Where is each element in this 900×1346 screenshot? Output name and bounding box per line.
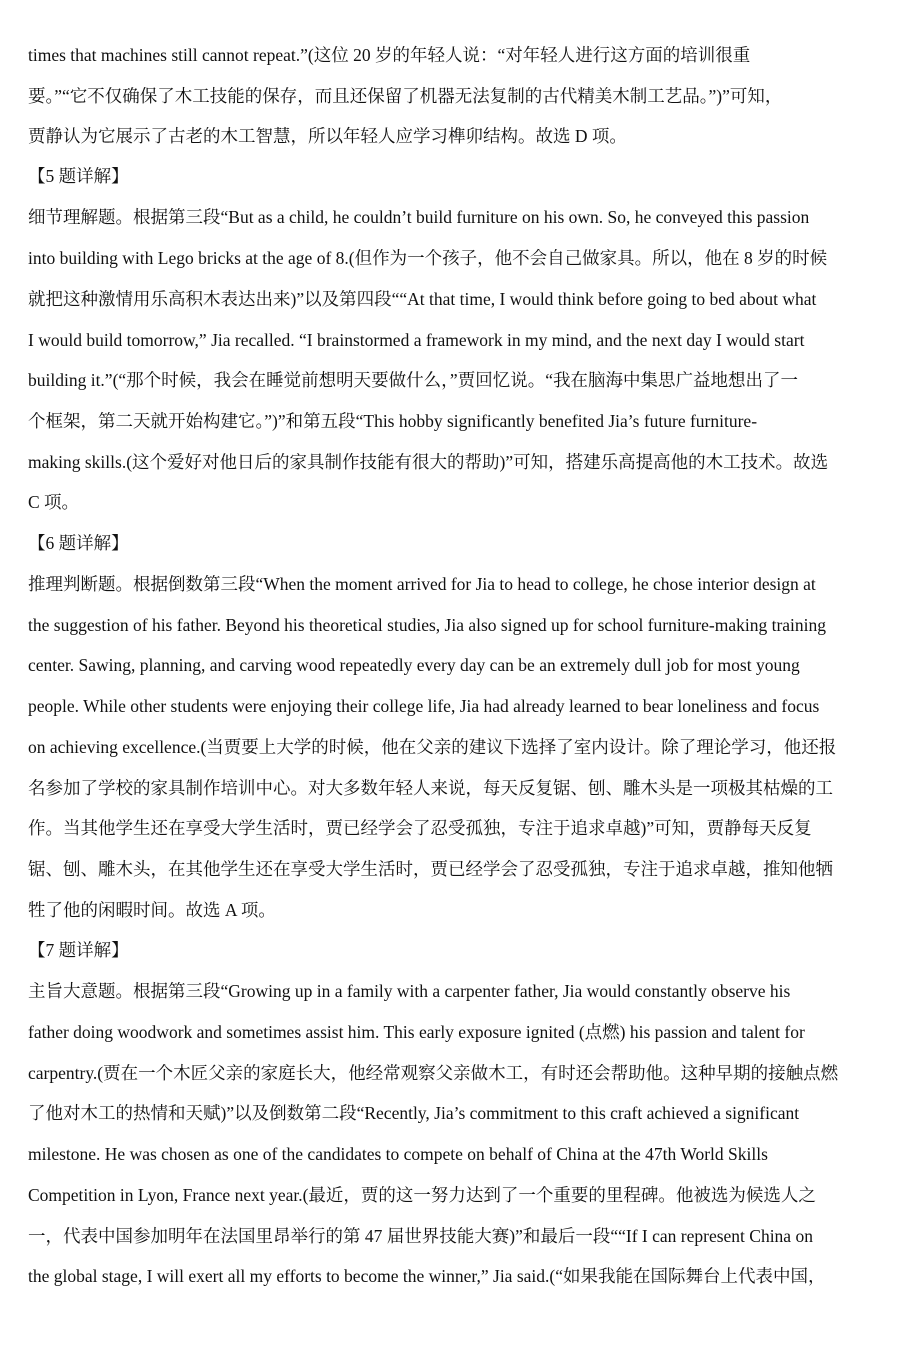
section-heading-q5: 【5 题详解】 [28,166,129,186]
text-line: 贾静认为它展示了古老的木工智慧，所以年轻人应学习榫卯结构。故选 D 项。 [28,126,627,146]
text-line: 了他对木工的热情和天赋)”以及倒数第二段“Recently, Jia’s commitment to this craft achieved a significant [28,1103,800,1123]
text-line: 一，代表中国参加明年在法国里昂举行的第 47 届世界技能大赛)”和最后一段““If I can represent China on [28,1226,813,1246]
text-line: 牲了他的闲暇时间。故选 A 项。 [28,900,276,920]
text-line: 细节理解题。根据第三段“But as a child, he couldn’t build furniture on his own. So, he conveyed this passion [28,207,810,227]
text-line: milestone. He was chosen as one of the candidates to compete on behalf of China at the 47th World Skills [28,1144,768,1164]
text-line: building it.”(“那个时候，我会在睡觉前想明天要做什么，”贾回忆说。“我在脑海中集思广益地想出了一 [28,370,798,390]
text-line: 就把这种激情用乐高积木表达出来)”以及第四段““At that time, I would think before going to bed about what [28,289,817,309]
text-line: father doing woodwork and sometimes assist him. This early exposure ignited (点燃) his passion and talent for [28,1022,805,1042]
text-line: into building with Lego bricks at the age of 8.(但作为一个孩子，他不会自己做家具。所以，他在 8 岁的时候 [28,248,828,268]
text-line: the suggestion of his father. Beyond his theoretical studies, Jia also signed up for school furniture-making training [28,615,827,635]
text-line: on achieving excellence.(当贾要上大学的时候，他在父亲的建议下选择了室内设计。除了理论学习，他还报 [28,737,837,757]
text-line: making skills.(这个爱好对他日后的家具制作技能有很大的帮助)”可知，搭建乐高提高他的木工技术。故选 [28,452,829,472]
text-line: 个框架，第二天就开始构建它。”)”和第五段“This hobby significantly benefited Jia’s future furniture- [28,411,758,431]
text-line: 要。”“它不仅确保了木工技能的保存，而且还保留了机器无法复制的古代精美木制工艺品。”)”可知， [28,86,783,106]
text-line: 名参加了学校的家具制作培训中心。对大多数年轻人来说，每天反复锯、刨、雕木头是一项极其枯燥的工 [28,778,833,798]
text-line: times that machines still cannot repeat.”(这位 20 岁的年轻人说：“对年轻人进行这方面的培训很重 [28,45,751,65]
text-line: Competition in Lyon, France next year.(最近，贾的这一努力达到了一个重要的里程碑。他被选为候选人之 [28,1185,816,1205]
text-line: center. Sawing, planning, and carving wood repeatedly every day can be an extremely dull job for most young [28,655,800,675]
text-line: 作。当其他学生还在享受大学生活时，贾已经学会了忍受孤独，专注于追求卓越)”可知，贾静每天反复 [28,818,812,838]
text-line: I would build tomorrow,” Jia recalled. “I brainstormed a framework in my mind, and the next day I would start [28,330,805,350]
section-heading-q6: 【6 题详解】 [28,533,129,553]
text-line: 主旨大意题。根据第三段“Growing up in a family with a carpenter father, Jia would constantly observe his [28,981,791,1001]
text-line: carpentry.(贾在一个木匠父亲的家庭长大，他经常观察父亲做木工，有时还会帮助他。这种早期的接触点燃 [28,1063,839,1083]
section-heading-q7: 【7 题详解】 [28,940,129,960]
text-line: people. While other students were enjoying their college life, Jia had already learned to bear loneliness and focus [28,696,820,716]
text-line: the global stage, I will exert all my efforts to become the winner,” Jia said.(“如果我能在国际舞台上代表中国， [28,1266,826,1286]
text-line: 锯、刨、雕木头，在其他学生还在享受大学生活时，贾已经学会了忍受孤独，专注于追求卓越，推知他牺 [28,859,833,879]
text-line: C 项。 [28,492,80,512]
text-line: 推理判断题。根据倒数第三段“When the moment arrived for Jia to head to college, he chose interior design at [28,574,816,594]
